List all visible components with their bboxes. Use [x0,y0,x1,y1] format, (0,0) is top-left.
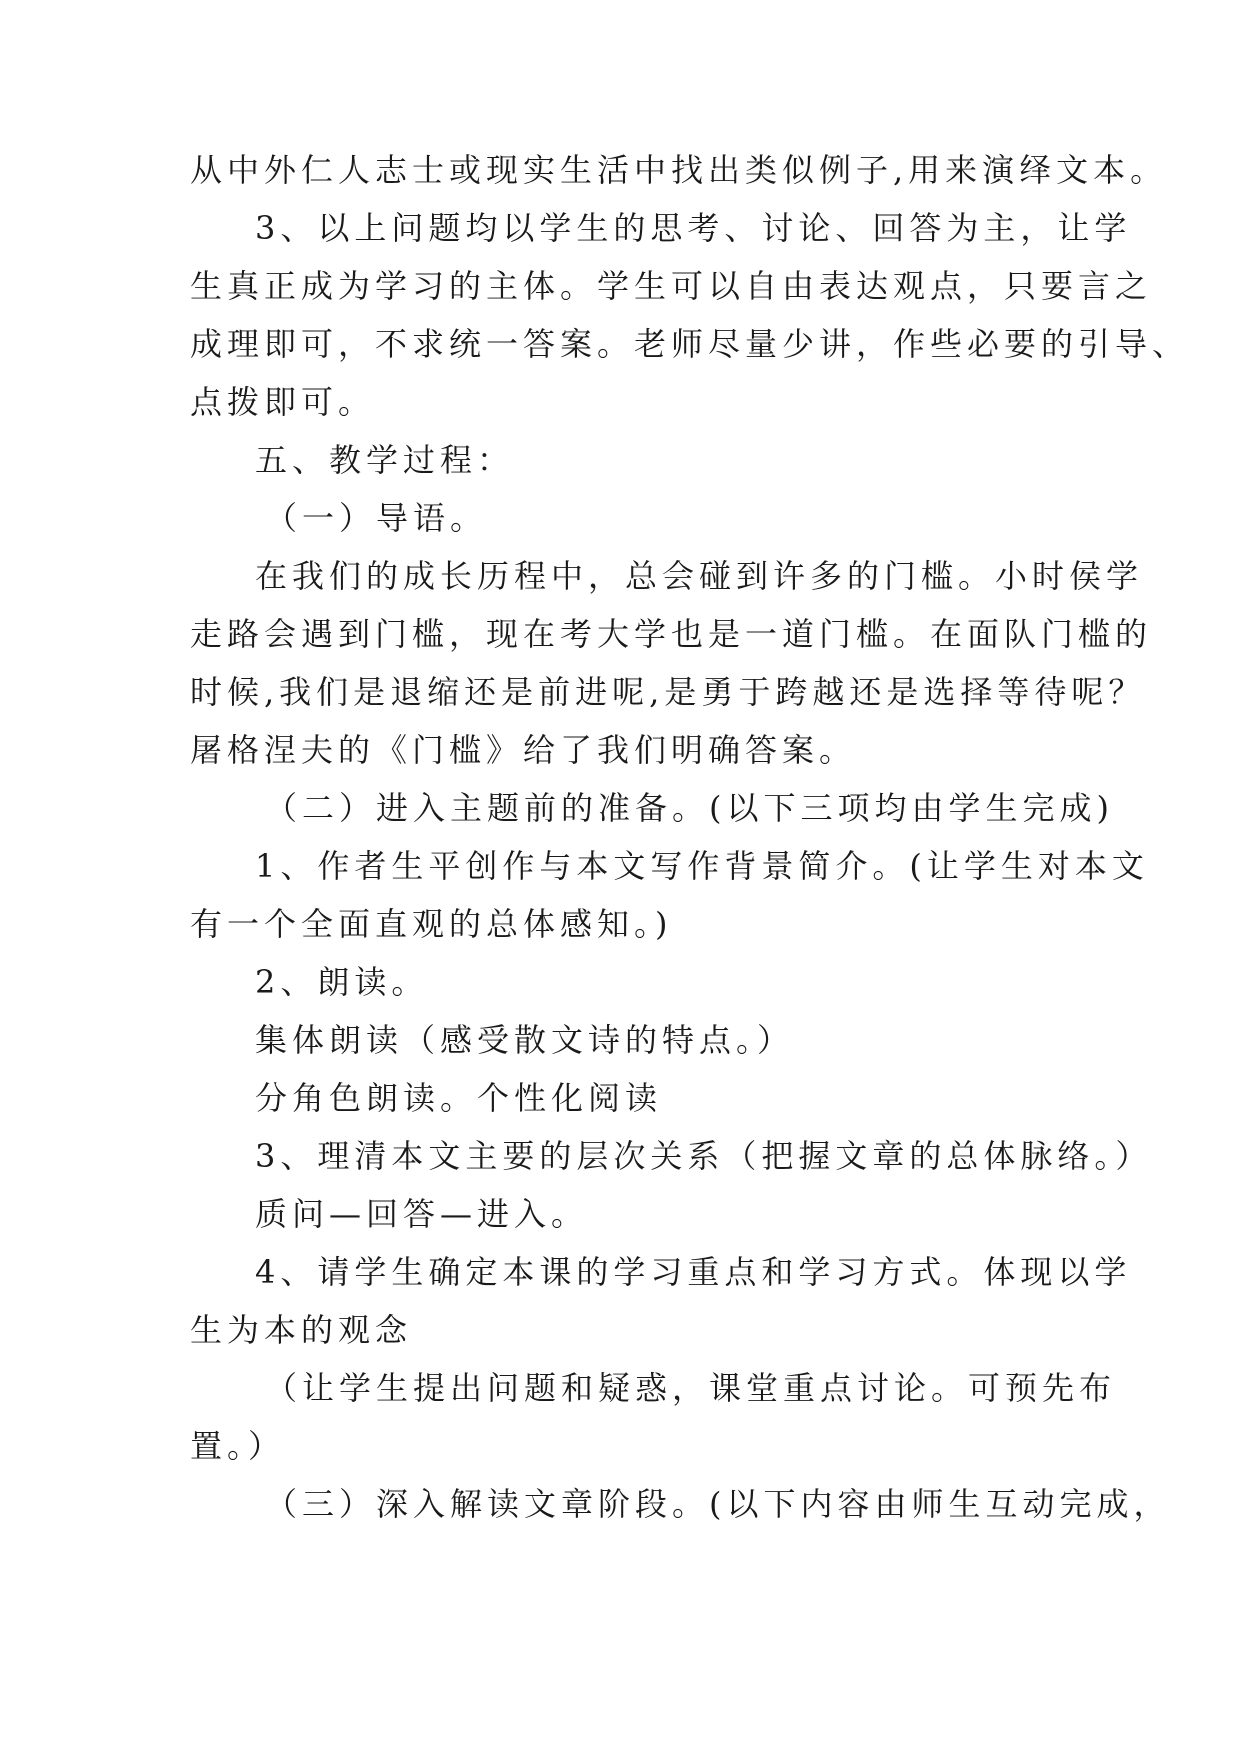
text-line: 走路会遇到门槛，现在考大学也是一道门槛。在面队门槛的 [190,615,1153,653]
text-line: 成理即可，不求统一答案。老师尽量少讲，作些必要的引导、 [190,325,1190,363]
text-line: （让学生提出问题和疑惑，课堂重点讨论。可预先布 [265,1369,1117,1407]
text-line: 有一个全面直观的总体感知。) [190,905,673,943]
subsection-heading: （一）导语。 [265,499,488,537]
text-line: 在我们的成长历程中，总会碰到许多的门槛。小时侯学 [255,557,1144,595]
text-line: 质问—回答—进入。 [255,1195,589,1233]
text-line: 置。） [190,1427,286,1465]
subsection-heading: （三）深入解读文章阶段。(以下内容由师生互动完成， [265,1485,1171,1523]
subsection-heading: （二）进入主题前的准备。(以下三项均由学生完成) [265,789,1114,827]
text-line: 时候,我们是退缩还是前进呢,是勇于跨越还是选择等待呢？ [190,673,1146,711]
text-line: 分角色朗读。个性化阅读 [255,1079,663,1117]
text-line: 生真正成为学习的主体。学生可以自由表达观点，只要言之 [190,267,1153,305]
text-line: 生为本的观念 [190,1311,413,1349]
text-line: 从中外仁人志士或现实生活中找出类似例子,用来演绎文本。 [190,151,1168,189]
text-line: 2、朗读。 [255,963,429,1001]
section-heading: 五、教学过程： [255,441,515,479]
text-line: 3、以上问题均以学生的思考、讨论、回答为主，让学 [255,209,1132,247]
text-line: 4、请学生确定本课的学习重点和学习方式。体现以学 [255,1253,1132,1291]
text-line: 屠格涅夫的《门槛》给了我们明确答案。 [190,731,857,769]
text-line: 3、理清本文主要的层次关系（把握文章的总体脉络。） [255,1137,1153,1175]
text-line: 集体朗读（感受散文诗的特点。） [255,1021,795,1059]
text-line: 1、作者生平创作与本文写作背景简介。(让学生对本文 [255,847,1149,885]
text-line: 点拨即可。 [190,383,376,421]
